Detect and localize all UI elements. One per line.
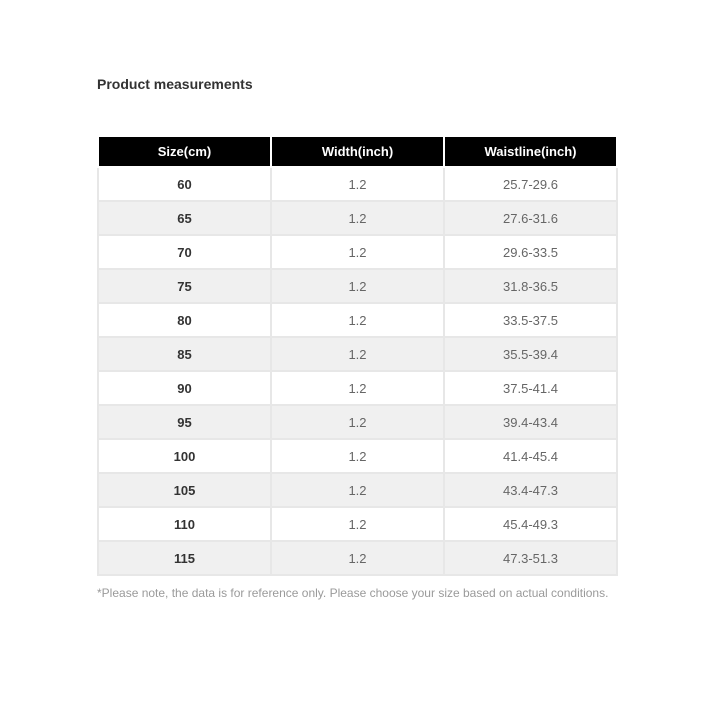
- page-title: Product measurements: [97, 76, 253, 92]
- width-cell: 1.2: [271, 167, 444, 201]
- table-row: [98, 337, 617, 371]
- waistline-cell: 37.5-41.4: [444, 371, 617, 405]
- header-cell-waistline: Waistline(inch): [444, 136, 617, 167]
- table-row: [98, 167, 617, 201]
- waistline-cell: 31.8-36.5: [444, 269, 617, 303]
- size-cell: 70: [98, 235, 271, 269]
- width-cell: 1.2: [271, 473, 444, 507]
- waistline-cell: 25.7-29.6: [444, 167, 617, 201]
- size-cell: 60: [98, 167, 271, 201]
- width-cell: 1.2: [271, 269, 444, 303]
- size-cell: 90: [98, 371, 271, 405]
- waistline-cell: 27.6-31.6: [444, 201, 617, 235]
- table-body: [98, 167, 617, 575]
- table-row: [98, 235, 617, 269]
- size-cell: 85: [98, 337, 271, 371]
- width-cell: 1.2: [271, 541, 444, 575]
- size-cell: 95: [98, 405, 271, 439]
- table-row: [98, 269, 617, 303]
- width-cell: 1.2: [271, 303, 444, 337]
- waistline-cell: 45.4-49.3: [444, 507, 617, 541]
- waistline-cell: 29.6-33.5: [444, 235, 617, 269]
- table-row: [98, 303, 617, 337]
- width-cell: 1.2: [271, 235, 444, 269]
- width-cell: 1.2: [271, 201, 444, 235]
- width-cell: 1.2: [271, 439, 444, 473]
- size-cell: 100: [98, 439, 271, 473]
- size-cell: 115: [98, 541, 271, 575]
- measurements-table: [97, 135, 618, 576]
- table-row: [98, 541, 617, 575]
- table-header-row: [98, 136, 617, 167]
- table-row: [98, 439, 617, 473]
- size-cell: 80: [98, 303, 271, 337]
- header-cell-size: Size(cm): [98, 136, 271, 167]
- size-cell: 75: [98, 269, 271, 303]
- waistline-cell: 39.4-43.4: [444, 405, 617, 439]
- waistline-cell: 33.5-37.5: [444, 303, 617, 337]
- waistline-cell: 43.4-47.3: [444, 473, 617, 507]
- width-cell: 1.2: [271, 371, 444, 405]
- header-cell-width: Width(inch): [271, 136, 444, 167]
- table-row: [98, 405, 617, 439]
- waistline-cell: 41.4-45.4: [444, 439, 617, 473]
- size-cell: 105: [98, 473, 271, 507]
- waistline-cell: 35.5-39.4: [444, 337, 617, 371]
- table-row: [98, 507, 617, 541]
- size-cell: 65: [98, 201, 271, 235]
- table-row: [98, 371, 617, 405]
- table-row: [98, 473, 617, 507]
- table-row: [98, 201, 617, 235]
- waistline-cell: 47.3-51.3: [444, 541, 617, 575]
- product-measurements-section: [97, 77, 618, 600]
- width-cell: 1.2: [271, 507, 444, 541]
- footnote: *Please note, the data is for reference only. Please choose your size based on actual conditions.: [97, 586, 609, 600]
- width-cell: 1.2: [271, 337, 444, 371]
- size-cell: 110: [98, 507, 271, 541]
- width-cell: 1.2: [271, 405, 444, 439]
